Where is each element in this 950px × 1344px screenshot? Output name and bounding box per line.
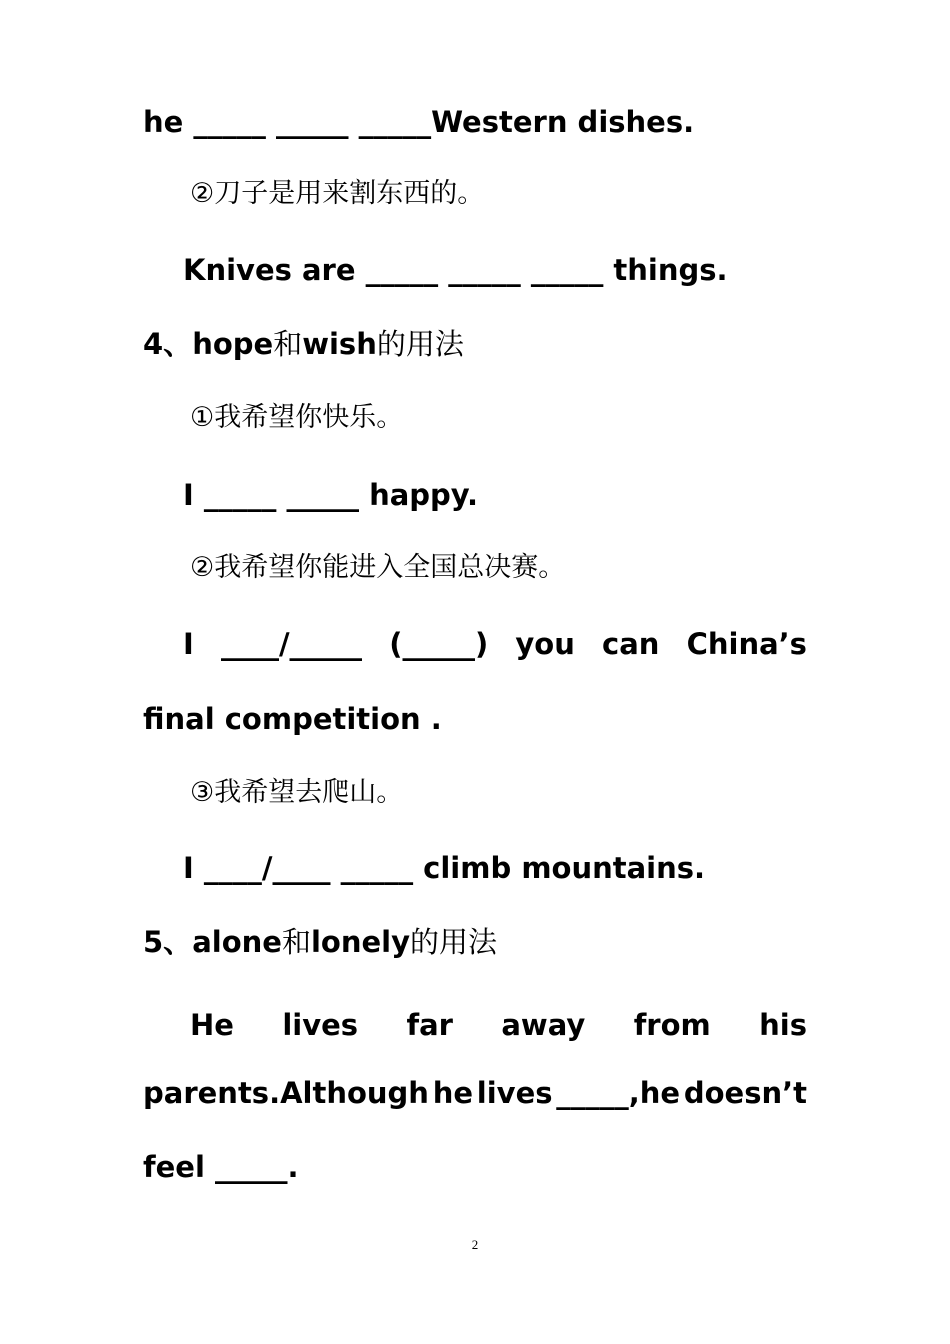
word: parents.Although bbox=[143, 1076, 429, 1110]
heading-word: alone bbox=[192, 925, 282, 959]
justified-sentence-line bbox=[183, 624, 807, 664]
word: lives bbox=[476, 1076, 553, 1110]
word: his bbox=[759, 1008, 807, 1042]
heading-suffix: 的用法 bbox=[376, 327, 464, 361]
chinese-prompt: ②我希望你能进入全国总决赛。 bbox=[190, 552, 566, 583]
chinese-prompt: ③我希望去爬山。 bbox=[190, 777, 404, 808]
word: He bbox=[190, 1008, 234, 1042]
chinese-prompt: ①我希望你快乐。 bbox=[190, 402, 404, 433]
word: lives bbox=[282, 1008, 359, 1042]
sentence-line: Knives are _____ _____ _____ things. bbox=[183, 253, 728, 287]
page-number: 2 bbox=[471, 1237, 479, 1252]
sentence-line: final competition . bbox=[143, 702, 442, 736]
word: can bbox=[602, 627, 660, 661]
word: _____,he bbox=[556, 1076, 681, 1110]
heading-number: 4、 bbox=[143, 327, 193, 361]
heading-word: lonely bbox=[310, 925, 410, 959]
justified-sentence-line bbox=[143, 1073, 807, 1113]
word: away bbox=[501, 1008, 586, 1042]
justified-sentence-line bbox=[190, 1005, 807, 1045]
heading-word: wish bbox=[302, 327, 377, 361]
sentence-line: I _____ _____ happy. bbox=[183, 478, 479, 512]
heading-suffix: 的用法 bbox=[409, 925, 497, 959]
word: from bbox=[633, 1008, 711, 1042]
word: ____/_____ bbox=[220, 627, 363, 661]
sentence-line: feel _____. bbox=[143, 1150, 299, 1184]
section-heading-4 bbox=[143, 324, 464, 364]
sentence-line: I ____/____ _____ climb mountains. bbox=[183, 851, 706, 885]
heading-number: 5、 bbox=[143, 925, 193, 959]
word: he bbox=[432, 1076, 474, 1110]
heading-connector: 和 bbox=[273, 327, 303, 361]
word: China’s bbox=[686, 627, 807, 661]
word: far bbox=[406, 1008, 453, 1042]
heading-word: hope bbox=[192, 327, 274, 361]
word: I bbox=[183, 627, 194, 661]
heading-connector: 和 bbox=[281, 925, 311, 959]
chinese-prompt: ②刀子是用来割东西的。 bbox=[190, 178, 485, 209]
sentence-line: he _____ _____ _____Western dishes. bbox=[143, 105, 695, 139]
word: (_____) bbox=[389, 627, 489, 661]
word: doesn’t bbox=[683, 1076, 807, 1110]
word: you bbox=[515, 627, 575, 661]
section-heading-5 bbox=[143, 922, 497, 962]
